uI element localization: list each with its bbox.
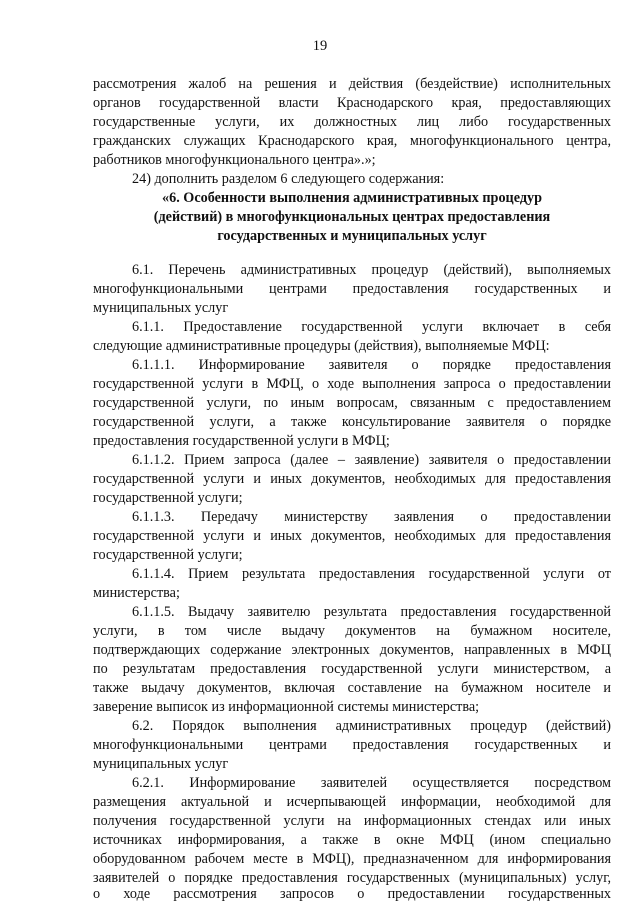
text-line: 6.1.1.5. Выдачу заявителю результата предоставления государственной bbox=[132, 604, 611, 620]
text-line: 6.1.1.2. Прием запроса (далее – заявление) заявителя о предоставлении bbox=[132, 452, 611, 468]
text-line: муниципальных услуг bbox=[93, 756, 229, 772]
text-line: государственной услуги, по иным вопросам, связанным с предоставлением bbox=[93, 395, 611, 411]
text-line: 6.1.1. Предоставление государственной услуги включает в себя bbox=[132, 319, 611, 335]
text-line: 6.1.1.4. Прием результата предоставления государственной услуги от bbox=[132, 566, 611, 582]
text-line: органов государственной власти Краснодарского края, предоставляющих bbox=[93, 95, 611, 111]
text-line: следующие административные процедуры (действия), выполняемые МФЦ: bbox=[93, 338, 550, 354]
text-line: оборудованном рабочем месте в МФЦ), предназначенном для информирования bbox=[93, 851, 611, 867]
text-line: также выдачу документов, включая составление на бумажном носителе и bbox=[93, 680, 611, 696]
page-number: 19 bbox=[312, 38, 328, 54]
text-line: заявителей о порядке предоставления государственных (муниципальных) услуг, bbox=[93, 870, 611, 886]
text-line: государственные услуги, их должностных лиц либо государственных bbox=[93, 114, 611, 130]
text-line: 6.2. Порядок выполнения административных процедур (действий) bbox=[132, 718, 611, 734]
section-heading: «6. Особенности выполнения административных процедур bbox=[162, 190, 542, 206]
text-line: предоставления государственной услуги в МФЦ; bbox=[93, 433, 390, 449]
text-line: министерства; bbox=[93, 585, 180, 601]
text-line: муниципальных услуг bbox=[93, 300, 229, 316]
text-line: государственной услуги; bbox=[93, 547, 243, 563]
text-line: гражданских служащих Краснодарского края, многофункционального центра, bbox=[93, 133, 611, 149]
text-line: получения государственной услуги на информационных стендах или иных bbox=[93, 813, 611, 829]
text-line: государственной услуги; bbox=[93, 490, 243, 506]
text-line: о ходе рассмотрения запросов о предоставлении государственных bbox=[93, 886, 611, 902]
section-heading: государственных и муниципальных услуг bbox=[217, 228, 487, 244]
text-line: многофункциональными центрами предоставления государственных и bbox=[93, 737, 611, 753]
text-line: работников многофункционального центра».»; bbox=[93, 152, 376, 168]
section-heading: (действий) в многофункциональных центрах предоставления bbox=[153, 209, 551, 225]
text-line: государственной услуги и иных документов, необходимых для предоставления bbox=[93, 471, 611, 487]
text-line: государственной услуги и иных документов, необходимых для предоставления bbox=[93, 528, 611, 544]
text-line: государственной услуги в МФЦ, о ходе выполнения запроса о предоставлении bbox=[93, 376, 611, 392]
text-line: источниках информирования, а также в окне МФЦ (ином специально bbox=[93, 832, 611, 848]
text-line: 24) дополнить разделом 6 следующего содержания: bbox=[132, 171, 445, 187]
text-line: рассмотрения жалоб на решения и действия (бездействие) исполнительных bbox=[93, 76, 611, 92]
text-line: государственной услуги, а также консультирование заявителя о порядке bbox=[93, 414, 611, 430]
text-line: по результатам предоставления государственной услуги министерством, а bbox=[93, 661, 611, 677]
text-line: подтверждающих содержание электронных документов, направленных в МФЦ bbox=[93, 642, 611, 658]
text-line: 6.1. Перечень административных процедур (действий), выполняемых bbox=[132, 262, 611, 278]
text-line: 6.2.1. Информирование заявителей осуществляется посредством bbox=[132, 775, 611, 791]
text-line: многофункциональными центрами предоставления государственных и bbox=[93, 281, 611, 297]
text-line: заверение выписок из информационной системы министерства; bbox=[93, 699, 480, 715]
text-line: услуги, в том числе выдачу документов на бумажном носителе, bbox=[93, 623, 611, 639]
text-line: размещения актуальной и исчерпывающей информации, необходимой для bbox=[93, 794, 611, 810]
text-line: 6.1.1.3. Передачу министерству заявления о предоставлении bbox=[132, 509, 611, 525]
text-line: 6.1.1.1. Информирование заявителя о порядке предоставления bbox=[132, 357, 611, 373]
